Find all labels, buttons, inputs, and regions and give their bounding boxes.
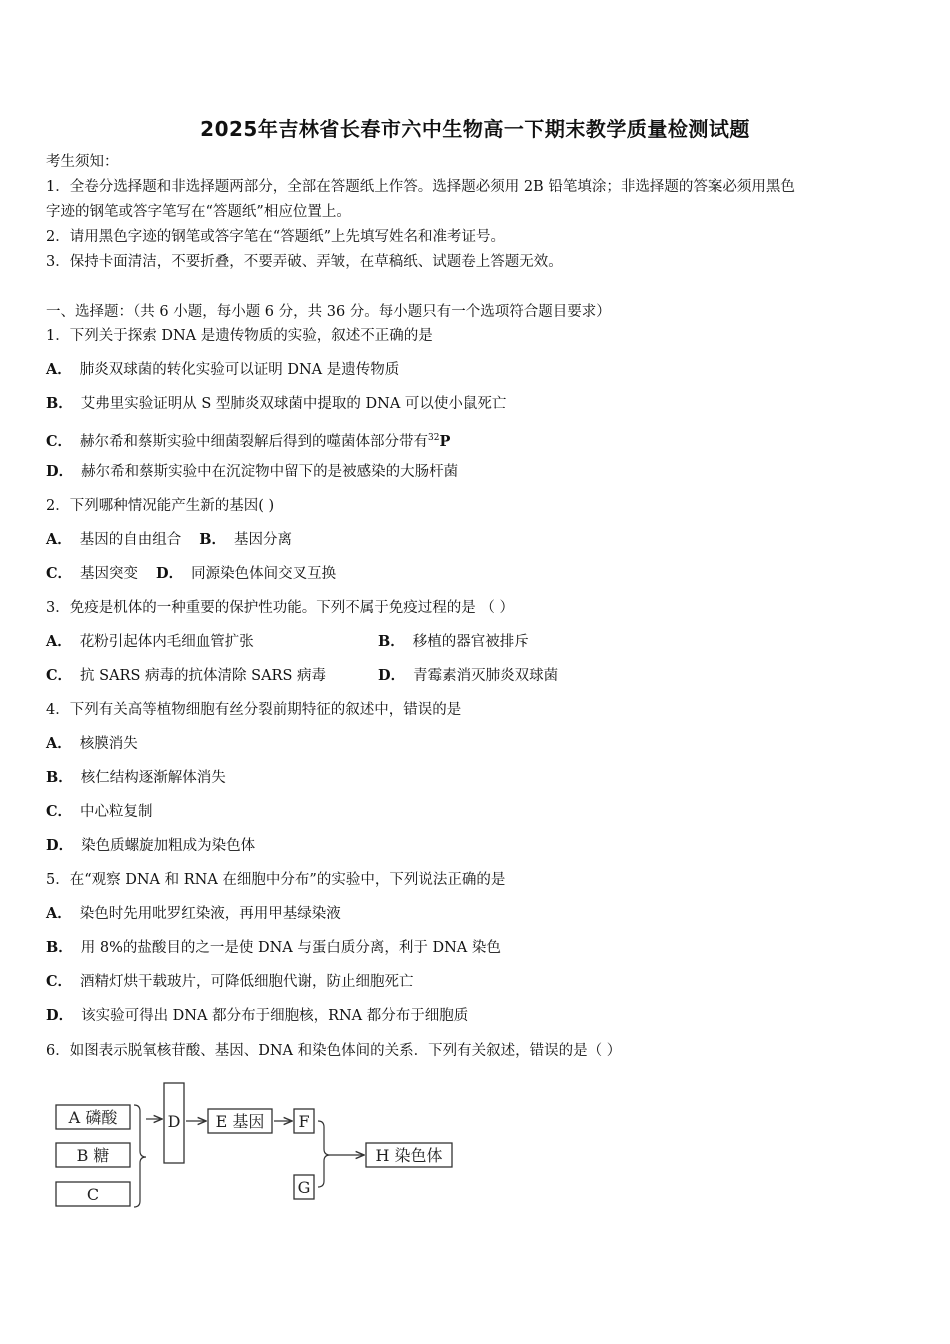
question-5-stem: 5．在“观察 DNA 和 RNA 在细胞中分布”的实验中，下列说法正确的是 (46, 872, 506, 888)
option-text: 染色质螺旋加粗成为染色体 (81, 838, 256, 854)
notice-heading: 考生须知： (46, 154, 119, 170)
question-3-options-cd (46, 666, 746, 686)
question-6-stem: 6．如图表示脱氧核苷酸、基因、DNA 和染色体间的关系．下列有关叙述，错误的是（ ） (46, 1043, 622, 1059)
box-f-label: F (298, 1112, 310, 1131)
question-1-option-d (46, 462, 458, 482)
option-text: 赫尔希和蔡斯实验中在沉淀物中留下的是被感染的大肠杆菌 (81, 464, 459, 480)
option-text: 中心粒复制 (80, 804, 153, 820)
question-1-option-b (46, 394, 506, 414)
option-label: C． (46, 667, 73, 684)
option-text: 酒精灯烘干载玻片，可降低细胞代谢，防止细胞死亡 (80, 974, 414, 990)
page-title: 2025年吉林省长春市六中生物高一下期末教学质量检测试题 (200, 117, 750, 141)
question-2-stem: 2．下列哪种情况能产生新的基因( ) (46, 498, 275, 514)
question-2-options-cd (46, 564, 336, 584)
box-c-label: C (86, 1185, 100, 1204)
option-label: A． (46, 361, 72, 378)
box-h-label: H 染色体 (375, 1146, 443, 1165)
superscript: 32 (428, 433, 440, 443)
question-1-option-c (46, 428, 450, 452)
option-text: 用 8%的盐酸目的之一是使 DNA 与蛋白质分离，利于 DNA 染色 (80, 940, 501, 956)
brace (318, 1121, 330, 1187)
question-1-stem: 1．下列关于探索 DNA 是遗传物质的实验，叙述不正确的是 (46, 328, 433, 344)
question-5-option-b (46, 938, 501, 958)
option-label: D． (156, 565, 184, 582)
option-label: A． (46, 905, 72, 922)
option-text: 核仁结构逐渐解体消失 (80, 770, 226, 786)
question-3-stem: 3．免疫是机体的一种重要的保护性功能。下列不属于免疫过程的是 （ ） (46, 600, 514, 616)
option-b (378, 632, 529, 652)
option-label: B． (46, 939, 73, 956)
question-4-option-b (46, 768, 226, 788)
box-e-label: E 基因 (215, 1112, 265, 1131)
notice-item-1: 1．全卷分选择题和非选择题两部分，全部在答题纸上作答。选择题必须用 2B 铅笔填涂；非选择题的答案必须用黑色 (46, 179, 795, 195)
box-a-label: A 磷酸 (68, 1108, 118, 1127)
option-label: B． (46, 395, 73, 412)
notice-item-3: 3．保持卡面清洁，不要折叠，不要弄破、弄皱，在草稿纸、试题卷上答题无效。 (46, 254, 563, 270)
option-label: A． (46, 531, 72, 548)
option-text: 核膜消失 (79, 736, 138, 752)
option-label: D． (378, 667, 406, 684)
question-2-options-ab (46, 530, 292, 550)
notice-item-1-cont: 字迹的钢笔或答字笔写在“答题纸”相应位置上。 (46, 204, 351, 220)
notice-item-2: 2．请用黑色字迹的钢笔或答字笔在“答题纸”上先填写姓名和准考证号。 (46, 229, 506, 245)
option-text-tail: P (439, 432, 451, 450)
option-text: 赫尔希和蔡斯实验中细菌裂解后得到的噬菌体部分带有 (80, 433, 429, 450)
question-1-option-a (46, 360, 399, 380)
option-text: 该实验可得出 DNA 都分布于细胞核，RNA 都分布于细胞质 (81, 1008, 469, 1024)
option-label: D． (46, 1007, 74, 1024)
option-text: 基因的自由组合 (79, 532, 182, 548)
option-text: 艾弗里实验证明从 S 型肺炎双球菌中提取的 DNA 可以使小鼠死亡 (80, 396, 507, 412)
option-label: B． (46, 769, 73, 786)
question-4-stem: 4．下列有关高等植物细胞有丝分裂前期特征的叙述中，错误的是 (46, 702, 462, 718)
option-label: B． (378, 633, 405, 650)
option-label: D． (46, 463, 74, 480)
box-b-label: B 糖 (76, 1146, 110, 1165)
option-label: A． (46, 633, 72, 650)
option-text: 抗 SARS 病毒的抗体清除 SARS 病毒 (80, 668, 326, 684)
option-label: A． (46, 735, 72, 752)
option-text: 花粉引起体内毛细血管扩张 (79, 634, 254, 650)
question-4-option-d (46, 836, 255, 856)
section-heading: 一、选择题：（共 6 小题，每小题 6 分，共 36 分。每小题只有一个选项符合题目要求） (46, 304, 611, 320)
option-label: C． (46, 432, 73, 450)
option-label: C． (46, 973, 73, 990)
option-label: D． (46, 837, 74, 854)
question-5-option-d (46, 1006, 468, 1026)
option-text: 染色时先用吡罗红染液，再用甲基绿染液 (79, 906, 341, 922)
option-text: 基因分离 (234, 532, 293, 548)
option-label: C． (46, 803, 73, 820)
option-text: 基因突变 (80, 566, 139, 582)
box-g-label: G (297, 1178, 311, 1197)
question-4-option-c (46, 802, 153, 822)
option-d (378, 666, 558, 686)
option-label: C． (46, 565, 73, 582)
question-4-option-a (46, 734, 138, 754)
option-text: 移植的器官被排斥 (412, 634, 529, 650)
question-3-options-ab (46, 632, 746, 652)
question-5-option-a (46, 904, 341, 924)
box-d-label: D (167, 1112, 181, 1131)
brace (134, 1105, 146, 1207)
option-text: 同源染色体间交叉互换 (191, 566, 337, 582)
question-5-option-c (46, 972, 414, 992)
option-text: 青霉素消灭肺炎双球菌 (413, 668, 559, 684)
relationship-diagram (50, 1075, 470, 1215)
option-label: B． (199, 531, 227, 548)
option-text: 肺炎双球菌的转化实验可以证明 DNA 是遗传物质 (79, 362, 400, 378)
